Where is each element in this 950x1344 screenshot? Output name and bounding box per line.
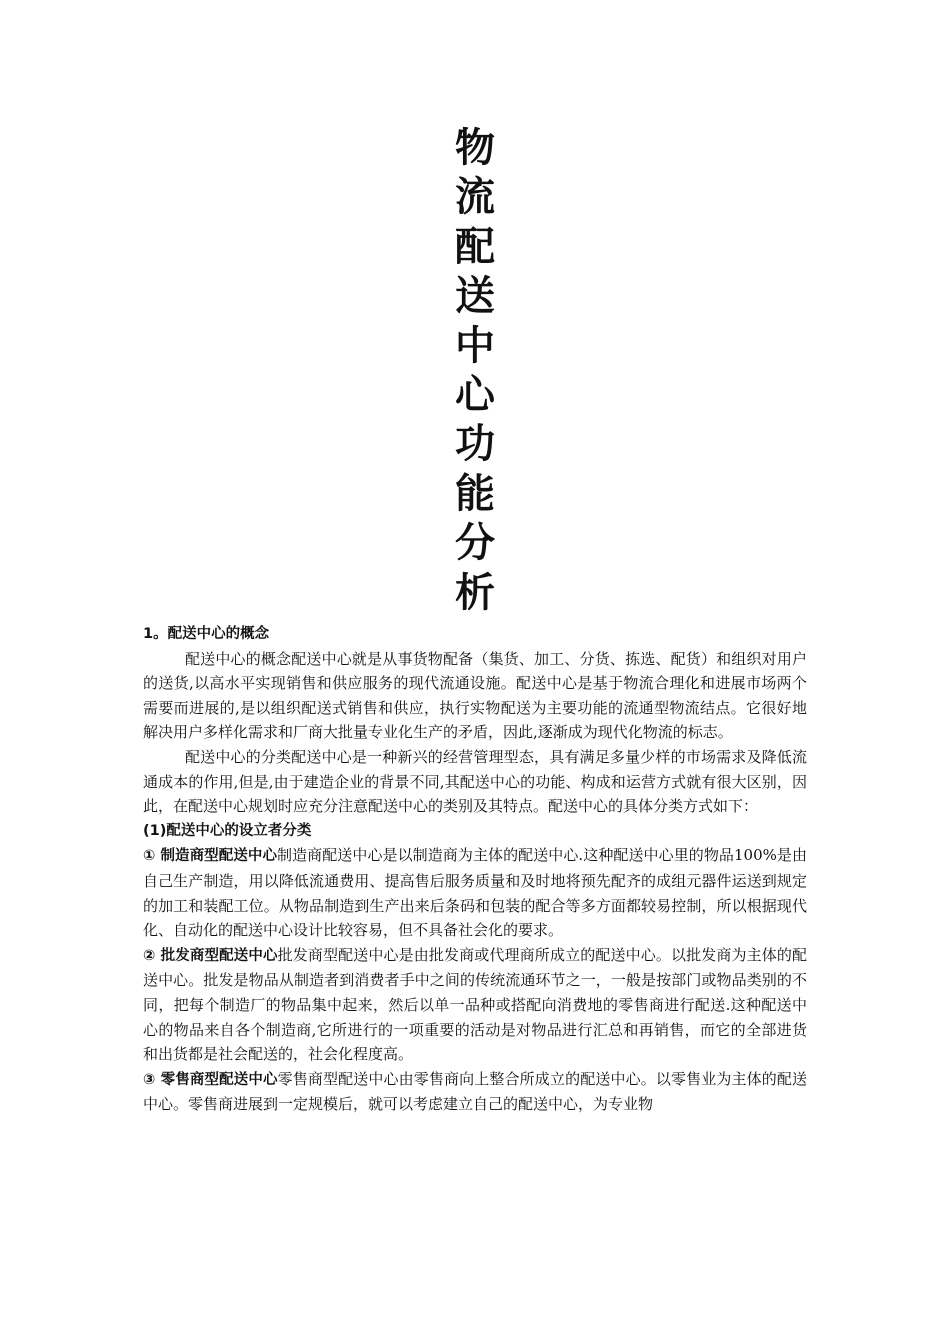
list-item-retailer <box>143 1067 807 1117</box>
subsection-heading: (1)配送中心的设立者分类 <box>143 822 312 839</box>
list-item-manufacturer <box>143 843 807 942</box>
item-label: ③ 零售商型配送中心 <box>143 1071 278 1088</box>
document-title: 物流配送中心功能分析 <box>455 125 495 616</box>
paragraph-classification: 配送中心的分类配送中心是一种新兴的经营管理型态，具有满足多量少样的市场需求及降低流通成本的作用,但是,由于建造企业的背景不同,其配送中心的功能、构成和运营方式就有很大区别，因此，在配送中心规划时应充分注意配送中心的类别及其特点。配送中心的具体分类方式如下： <box>143 747 807 816</box>
list-item-wholesaler <box>143 943 807 1067</box>
document-body <box>143 622 807 1117</box>
paragraph-concept: 配送中心的概念配送中心就是从事货物配备（集货、加工、分货、拣选、配货）和组织对用户的送货,以高水平实现销售和供应服务的现代流通设施。配送中心是基于物流合理化和进展市场两个需要而进展的,是以组织配送式销售和供应，执行实物配送为主要功能的流通型物流结点。它很好地解决用户多样化需求和厂商大批量专业化生产的矛盾，因此,逐渐成为现代化物流的标志。 <box>143 649 807 742</box>
item-label: ① 制造商型配送中心 <box>143 848 278 865</box>
section-heading: 1。配送中心的概念 <box>143 626 270 642</box>
item-label: ② 批发商型配送中心 <box>143 947 278 964</box>
item-text: 零售商型配送中心由零售商向上整合所成立的配送中心。以零售业为主体的配送中心。零售商进展到一定规模后，就可以考虑建立自己的配送中心，为专业物 <box>143 1069 807 1114</box>
item-text: 批发商型配送中心是由批发商或代理商所成立的配送中心。以批发商为主体的配送中心。批发是物品从制造者到消费者手中之间的传统流通环节之一，一般是按部门或物品类别的不同，把每个制造厂的物品集中起来，然后以单一品种或搭配向消费地的零售商进行配送.这种配送中心的物品来自各个制造商,它所进行的一项重要的活动是对物品进行汇总和再销售，而它的全部进货和出货都是社会配送的，社会化程度高。 <box>143 945 807 1064</box>
item-text: 制造商配送中心是以制造商为主体的配送中心.这种配送中心里的物品100%是由自己生产制造，用以降低流通费用、提高售后服务质量和及时地将预先配齐的成组元器件运送到规定的加工和装配工位。从物品制造到生产出来后条码和包装的配合等多方面都较易控制，所以根据现代化、自动化的配送中心设计比较容易，但不具备社会化的要求。 <box>143 846 808 940</box>
